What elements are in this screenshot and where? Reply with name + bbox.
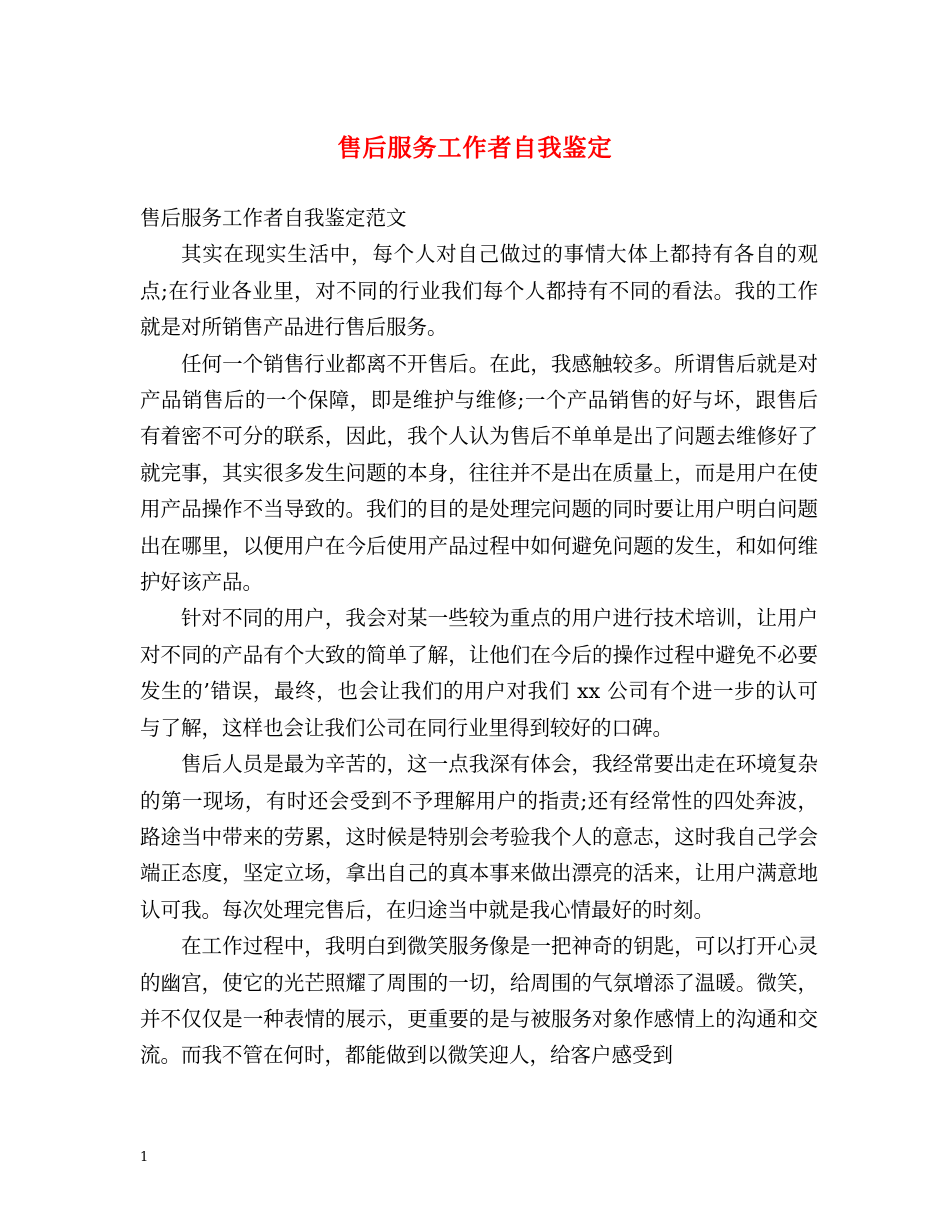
paragraph-3: 针对不同的用户，我会对某一些较为重点的用户进行技术培训，让用户对不同的产品有个大致的简单了解，让他们在今后的操作过程中避免不必要发生的’错误，最终，也会让我们的用户对我们 xx 公司有个进一步的认可与了解，这样也会让我们公司在同行业里得到较好的口碑。 — [140, 606, 818, 740]
paragraph-2: 任何一个销售行业都离不开售后。在此，我感触较多。所谓售后就是对产品销售后的一个保障，即是维护与维修;一个产品销售的好与坏，跟售后有着密不可分的联系，因此，我个人认为售后不单单是出了问题去维修好了就完事，其实很多发生问题的本身，往往并不是出在质量上，而是用户在使用产品操作不当导致的。我们的目的是处理完问题的同时要让用户明白问题出在哪里，以便用户在今后使用产品过程中如何避免问题的发生，和如何维护好该产品。 — [140, 351, 818, 595]
paragraph-1: 其实在现实生活中，每个人对自己做过的事情大体上都持有各自的观点;在行业各业里，对不同的行业我们每个人都持有不同的看法。我的工作就是对所销售产品进行售后服务。 — [140, 242, 818, 340]
document-body — [140, 200, 818, 1074]
document-title: 售后服务工作者自我鉴定 — [337, 133, 613, 162]
paragraph-5: 在工作过程中，我明白到微笑服务像是一把神奇的钥匙，可以打开心灵的幽宫，使它的光芒照耀了周围的一切，给周围的气氛增添了温暖。微笑，并不仅仅是一种表情的展示，更重要的是与被服务对象作感情上的沟通和交流。而我不管在何时，都能做到以微笑迎人，给客户感受到 — [140, 934, 818, 1068]
document-subtitle: 售后服务工作者自我鉴定范文 — [140, 206, 407, 230]
page-number: 1 — [140, 1150, 149, 1165]
paragraph-4: 售后人员是最为辛苦的，这一点我深有体会，我经常要出走在环境复杂的第一现场，有时还会受到不予理解用户的指责;还有经常性的四处奔波，路途当中带来的劳累，这时候是特别会考验我个人的意志，这时我自己学会端正态度，坚定立场，拿出自己的真本事来做出漂亮的活来，让用户满意地认可我。每次处理完售后，在归途当中就是我心情最好的时刻。 — [140, 752, 818, 922]
